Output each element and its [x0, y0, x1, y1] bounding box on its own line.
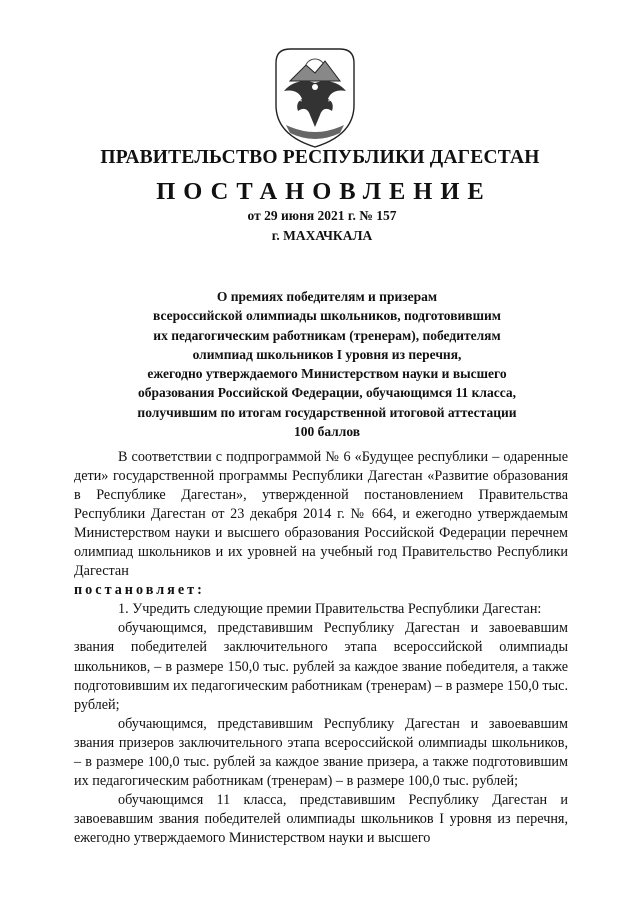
preamble-text: В соответствии с подпрограммой № 6 «Будущее республики – одаренные дети» государственной программы Республики Дагестан «Развитие образования в Республике Дагестан», утвержденной постановлением Правительства Республики Дагестан от 23 декабря 2014 г. № 664, и ежегодно утверждаемым Министерством науки и высшего образования Российской Федерации перечнем олимпиад школьников и их уровней на учебный год Правительство Республики Дагестан [74, 449, 568, 580]
title-line: их педагогическим работникам (тренерам), победителям [153, 327, 501, 343]
title-line: всероссийской олимпиады школьников, подготовившим [153, 308, 501, 324]
grade-11-paragraph: обучающимся 11 класса, представившим Республику Дагестан и завоевавшим звания победителей олимпиады школьников I уровня из перечня, ежегодно утверждаемого Министерством науки и высшего [74, 791, 568, 846]
title-line: ежегодно утверждаемого Министерством науки и высшего [147, 366, 507, 382]
document-type: ПОСТАНОВЛЕНИЕ [156, 178, 492, 205]
document-body [74, 448, 568, 848]
date-and-number: от 29 июня 2021 г. № 157 [247, 208, 397, 223]
coat-of-arms-icon [270, 43, 360, 151]
winners-paragraph: обучающимся, представившим Республику Дагестан и завоевавшим звания победителей заключительного этапа всероссийской олимпиады школьников, – в размере 150,0 тыс. рублей за каждое звание победителя, а также подготовившим их педагогическим работникам (тренерам) – в размере 150,0 тыс. рублей; [74, 620, 568, 713]
document-title [92, 287, 562, 441]
item-1-paragraph: 1. Учредить следующие премии Правительства Республики Дагестан: [118, 601, 542, 618]
title-line: получившим по итогам государственной итоговой аттестации [137, 404, 517, 420]
resolves-word: постановляет: [74, 582, 205, 599]
preamble-paragraph [74, 448, 568, 600]
title-line: О премиях победителям и призерам [216, 289, 438, 304]
city: г. МАХАЧКАЛА [271, 228, 373, 243]
prizewinners-paragraph: обучающимся, представившим Республику Дагестан и завоевавшим звания призеров заключительного этапа всероссийской олимпиады школьников, – в размере 100,0 тыс. рублей за каждое звание призера, а также подготовившим их педагогическим работникам (тренерам) – в размере 100,0 тыс. рублей; [74, 715, 568, 789]
title-line: олимпиад школьников I уровня из перечня, [192, 346, 462, 362]
government-name: ПРАВИТЕЛЬСТВО РЕСПУБЛИКИ ДАГЕСТАН [100, 147, 540, 168]
title-line: 100 баллов [293, 424, 361, 440]
title-line: образования Российской Федерации, обучающимся 11 класса, [137, 385, 517, 401]
